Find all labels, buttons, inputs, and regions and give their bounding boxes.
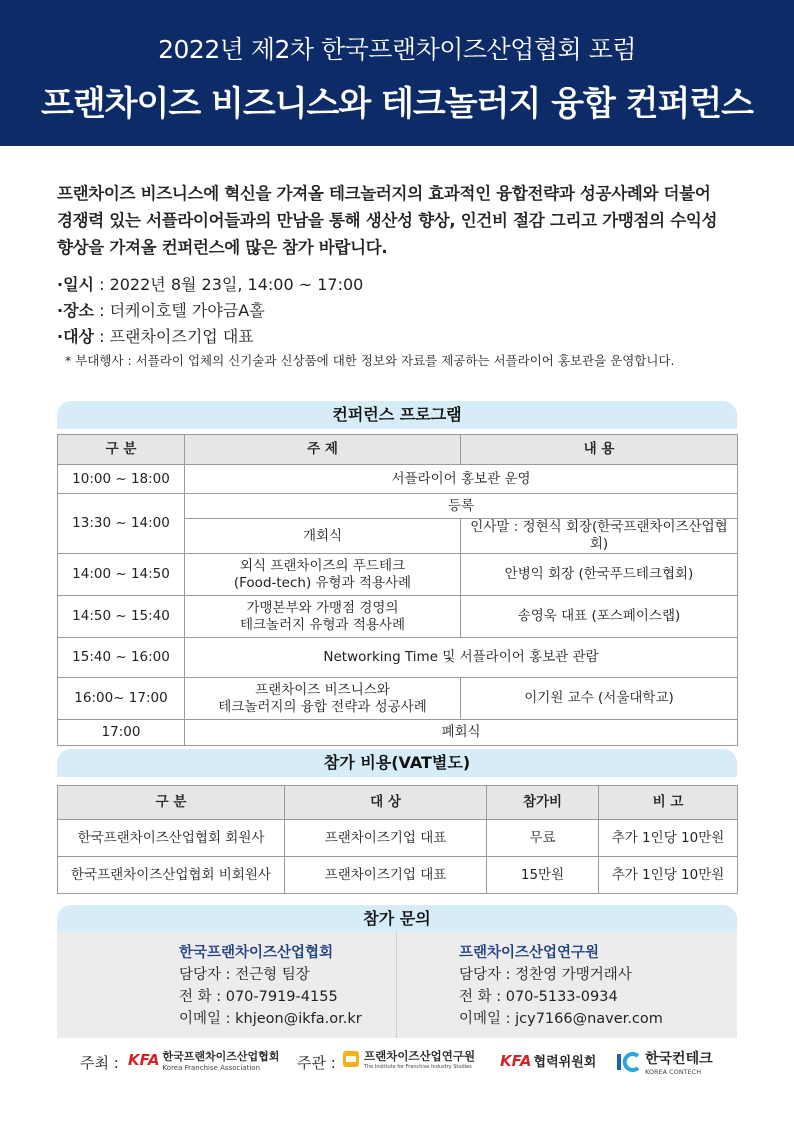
table-row: 17:00 폐회식: [58, 720, 738, 746]
table-header: 비 고: [599, 786, 738, 820]
contact-right: [459, 942, 663, 1030]
contact-org: 프랜차이즈산업연구원: [459, 945, 600, 961]
table-header: 주 제: [185, 435, 461, 465]
info-date: ·일시 : 2022년 8월 23일, 14:00 ~ 17:00: [57, 275, 364, 294]
header-subtitle: 2022년 제2차 한국프랜차이즈산업협회 포럼: [158, 35, 636, 64]
kfa-logo: KFA 한국프랜차이즈산업협회 Korea Franchise Association: [128, 1050, 280, 1072]
info-place: ·장소 : 더케이호텔 가야금A홀: [57, 301, 265, 320]
contact-email[interactable]: 이메일 : khjeon@ikfa.or.kr: [179, 1011, 362, 1027]
institute-icon: [342, 1050, 360, 1068]
fee-table: [57, 785, 738, 894]
table-header: 구 분: [58, 786, 285, 820]
contech-icon: [616, 1051, 642, 1073]
contact-phone: 전 화 : 070-7919-4155: [179, 989, 338, 1005]
contact-box: [57, 932, 737, 1038]
info-target: ·대상 : 프랜차이즈기업 대표: [57, 327, 254, 346]
table-header: 구 분: [58, 435, 185, 465]
event-info: [57, 272, 757, 372]
intro-text: [57, 180, 747, 261]
header-banner: [0, 0, 794, 146]
intro-line: 경쟁력 있는 서플라이어들과의 만남을 통해 생산성 향상, 인건비 절감 그리고 가맹점의 수익성: [57, 211, 718, 230]
table-row: 한국프랜차이즈산업협회 비회원사 프랜차이즈기업 대표 15만원 추가 1인당 10만원: [58, 857, 738, 894]
table-row: 10:00 ~ 18:00 서플라이어 홍보관 운영: [58, 465, 738, 494]
header-title: 프랜차이즈 비즈니스와 테크놀러지 융합 컨퍼런스: [40, 84, 754, 124]
table-row: 한국프랜차이즈산업협회 회원사 프랜차이즈기업 대표 무료 추가 1인당 10만원: [58, 820, 738, 857]
contact-left: [179, 942, 362, 1030]
table-row: 14:00 ~ 14:50 외식 프랜차이즈의 푸드테크 (Food-tech) 유형과 적용사례 안병익 회장 (한국푸드테크협회): [58, 554, 738, 596]
table-header: 참가비: [487, 786, 599, 820]
contact-person: 담당자 : 전근형 팀장: [179, 967, 310, 983]
table-row: 개회식 인사말 : 정현식 회장(한국프랜차이즈산업협회): [58, 519, 738, 554]
intro-line: 향상을 가져올 컨퍼런스에 많은 참가 바랍니다.: [57, 238, 388, 257]
inquiry-title: 참가 문의: [57, 905, 737, 933]
contact-divider: [396, 932, 397, 1038]
table-row: 15:40 ~ 16:00 Networking Time 및 서플라이어 홍보관 관람: [58, 638, 738, 678]
organizer-label: 주관 :: [297, 1054, 336, 1072]
table-row: 14:50 ~ 15:40 가맹본부와 가맹점 경영의 테크놀러지 유형과 적용사례 송영욱 대표 (포스페이스랩): [58, 596, 738, 638]
info-note: * 부대행사 : 서플라이 업체의 신기술과 신상품에 대한 정보와 자료를 제공하는 서플라이어 홍보관을 운영합니다.: [65, 353, 675, 368]
footer: [0, 1046, 794, 1076]
table-row: 16:00~ 17:00 프랜차이즈 비즈니스와 테크놀러지의 융합 전략과 성공사례 이기원 교수 (서울대학교): [58, 678, 738, 720]
contact-phone: 전 화 : 070-5133-0934: [459, 989, 618, 1005]
table-header: 내 용: [461, 435, 738, 465]
contech-logo: 한국컨테크 KOREA CONTECH: [616, 1048, 713, 1076]
program-title: 컨퍼런스 프로그램: [57, 401, 737, 429]
institute-logo: 프랜차이즈산업연구원 The Institute for Franchise Industry Studies: [342, 1048, 475, 1070]
intro-line: 프랜차이즈 비즈니스에 혁신을 가져올 테크놀러지의 효과적인 융합전략과 성공사례와 더불어: [57, 184, 711, 203]
fee-title: 참가 비용(VAT별도): [57, 749, 737, 777]
program-table: [57, 434, 738, 746]
contact-person: 담당자 : 정찬영 가맹거래사: [459, 967, 632, 983]
table-row: 13:30 ~ 14:00 등록: [58, 494, 738, 519]
committee-logo: KFA 협력위원회: [500, 1051, 597, 1070]
contact-email[interactable]: 이메일 : jcy7166@naver.com: [459, 1011, 663, 1027]
contact-org: 한국프랜차이즈산업협회: [179, 945, 334, 961]
table-header: 대 상: [285, 786, 487, 820]
host-label: 주최 :: [80, 1054, 119, 1072]
